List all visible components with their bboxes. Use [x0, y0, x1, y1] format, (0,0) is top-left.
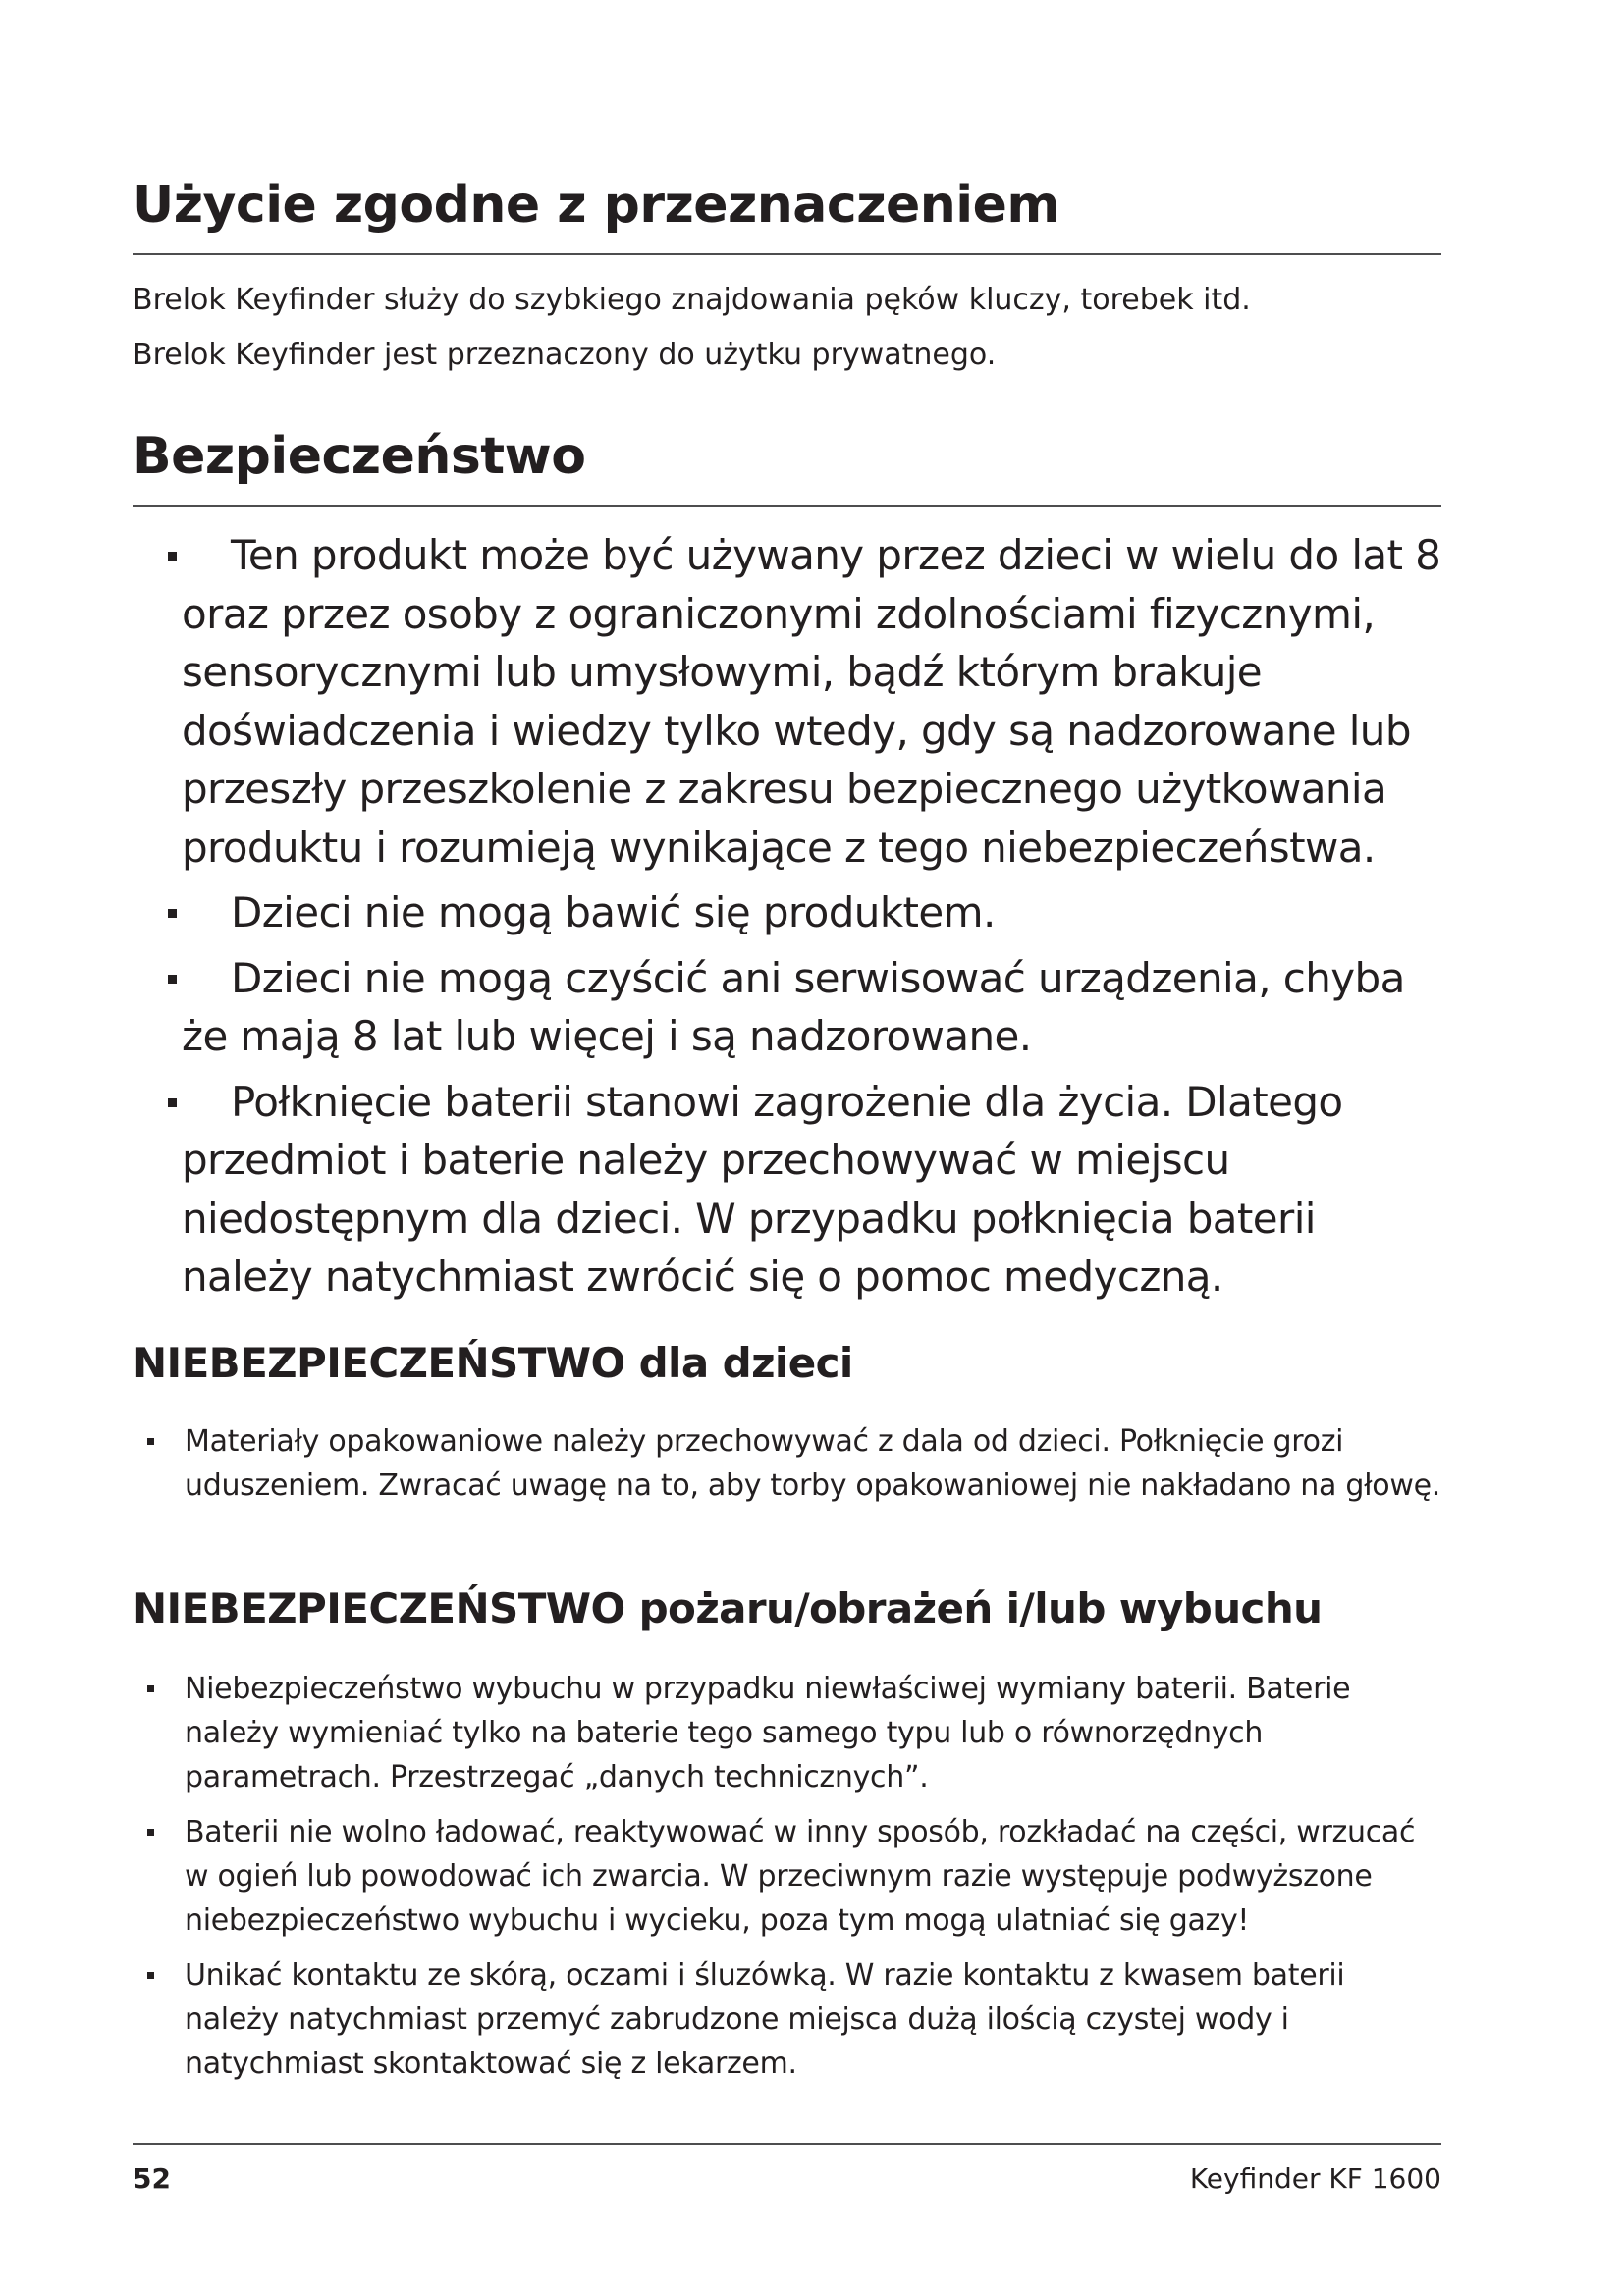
intended-use-line: Brelok Keyfinder jest przeznaczony do użytku prywatnego.	[133, 338, 997, 372]
bullet-icon	[168, 552, 177, 561]
section-divider	[133, 253, 1441, 255]
list-item-text: Materiały opakowaniowe należy przechowywać z dala od dzieci. Połknięcie grozi uduszeniem. Zwracać uwagę na to, aby torby opakowaniowej nie nakładano na głowę.	[185, 1424, 1440, 1503]
footer-divider	[133, 2143, 1441, 2145]
list-item	[185, 1667, 1441, 1799]
safety-list	[182, 526, 1441, 1313]
bullet-icon	[147, 1829, 154, 1836]
list-item-text: Unikać kontaktu ze skórą, oczami i śluzówką. W razie kontaktu z kwasem baterii należy natychmiast przemyć zabrudzone miejsca dużą ilością czystej wody i natychmiast skontaktować się z lekarzem.	[185, 1958, 1345, 2081]
list-item	[182, 949, 1441, 1066]
bullet-icon	[168, 975, 177, 984]
list-item-text: Dzieci nie mogą bawić się produktem.	[231, 888, 996, 936]
list-item	[182, 883, 1441, 942]
list-item-text: Ten produkt może być używany przez dzieci w wielu do lat 8 oraz przez osoby z ograniczonymi zdolnościami fizycznymi, sensorycznymi lub umysłowymi, bądź którym brakuje doświadczenia i wiedzy tylko wtedy, gdy są nadzorowane lub przeszły przeszkolenie z zakresu bezpiecznego użytkowania produktu i rozumieją wynikające z tego niebezpieczeństwa.	[182, 531, 1441, 872]
document-page	[133, 0, 1441, 2296]
list-item	[185, 1953, 1441, 2086]
list-item	[182, 1073, 1441, 1307]
bullet-icon	[168, 909, 177, 918]
intended-use-line: Brelok Keyfinder służy do szybkiego znajdowania pęków kluczy, torebek itd.	[133, 283, 1251, 317]
danger-children-list	[185, 1419, 1441, 1519]
bullet-icon	[147, 1685, 154, 1692]
bullet-icon	[147, 1972, 154, 1979]
page-number: 52	[133, 2163, 171, 2195]
section-title-intended-use: Użycie zgodne z przeznaczeniem	[133, 176, 1060, 235]
list-item-text: Niebezpieczeństwo wybuchu w przypadku niewłaściwej wymiany baterii. Baterie należy wymieniać tylko na baterie tego samego typu lub o równorzędnych parametrach. Przestrzegać „danych technicznych”.	[185, 1672, 1351, 1794]
list-item	[185, 1419, 1441, 1508]
section-divider	[133, 505, 1441, 507]
bullet-icon	[168, 1098, 177, 1107]
danger-fire-list	[185, 1667, 1441, 2097]
list-item	[182, 526, 1441, 877]
list-item-text: Połknięcie baterii stanowi zagrożenie dla życia. Dlatego przedmiot i baterie należy przechowywać w miejscu niedostępnym dla dzieci. W przypadku połknięcia baterii należy natychmiast zwrócić się o pomoc medyczną.	[182, 1077, 1343, 1301]
section-title-danger-fire: NIEBEZPIECZEŃSTWO pożaru/obrażeń i/lub wybuchu	[133, 1584, 1323, 1632]
section-title-danger-children: NIEBEZPIECZEŃSTWO dla dzieci	[133, 1339, 853, 1387]
list-item-text: Baterii nie wolno ładować, reaktywować w inny sposób, rozkładać na części, wrzucać w ogień lub powodować ich zwarcia. W przeciwnym razie występuje podwyższone niebezpieczeństwo wybuchu i wycieku, poza tym mogą ulatniać się gazy!	[185, 1815, 1416, 1938]
product-name: Keyfinder KF 1600	[1189, 2163, 1441, 2195]
list-item	[185, 1810, 1441, 1943]
section-title-safety: Bezpieczeństwo	[133, 427, 586, 486]
bullet-icon	[147, 1438, 154, 1445]
list-item-text: Dzieci nie mogą czyścić ani serwisować urządzenia, chyba że mają 8 lat lub więcej i są nadzorowane.	[182, 953, 1405, 1060]
intended-use-text	[133, 273, 1251, 383]
